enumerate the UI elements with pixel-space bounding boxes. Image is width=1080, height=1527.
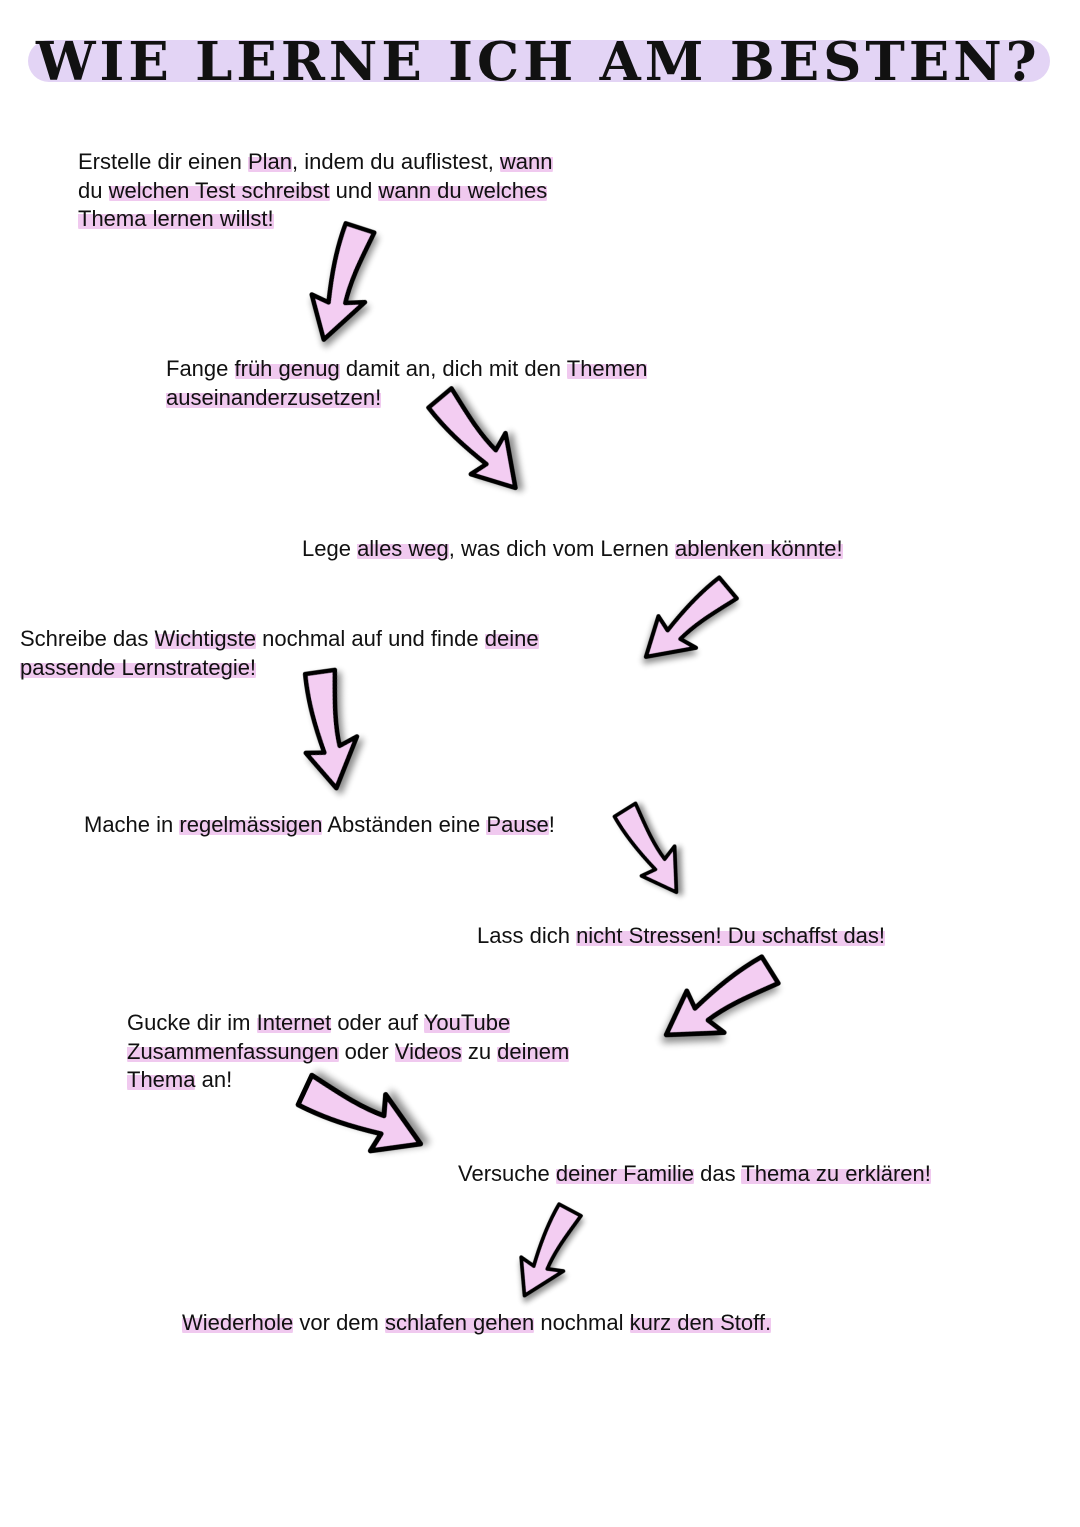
curved-arrow-icon-7 — [293, 1063, 433, 1169]
highlighted-text: Thema lernen willst! — [78, 206, 274, 231]
step-text: Gucke dir im — [127, 1010, 257, 1035]
step-text: oder auf — [331, 1010, 424, 1035]
step-text: vor dem — [293, 1310, 385, 1335]
step-text: Schreibe das — [20, 626, 155, 651]
highlighted-text: Pause — [486, 812, 549, 837]
step-text: ! — [548, 812, 555, 837]
step-text: , was dich vom Lernen — [448, 536, 676, 561]
step-text: , indem du auflistest, — [292, 149, 500, 174]
step-text: Lass dich — [477, 923, 577, 948]
highlighted-text: kurz den Stoff. — [629, 1310, 772, 1335]
arrow-shape — [631, 570, 744, 676]
arrow-shape — [421, 380, 537, 504]
highlighted-text: deiner Familie — [555, 1161, 695, 1186]
highlighted-text: passende Lernstrategie! — [20, 654, 257, 680]
arrow-shape — [293, 1063, 433, 1169]
step-text: Erstelle dir einen — [78, 149, 248, 174]
highlighted-text: regelmässigen — [179, 812, 323, 837]
highlighted-text: auseinanderzusetzen! — [166, 384, 382, 410]
curved-arrow-icon-5 — [607, 798, 695, 903]
highlighted-text: Internet — [256, 1010, 332, 1035]
curved-arrow-icon-4 — [295, 668, 364, 792]
highlighted-text: deine — [484, 626, 539, 651]
arrow-shape — [607, 798, 695, 903]
highlighted-text: schlafen gehen — [384, 1310, 535, 1335]
step-text: damit an, dich mit den — [339, 356, 567, 381]
highlighted-text: wann du welches — [378, 177, 548, 203]
step-text: Versuche — [458, 1161, 556, 1186]
highlighted-text: Wichtigste — [154, 626, 257, 651]
highlighted-text: deinem — [497, 1038, 570, 1064]
step-text: zu — [461, 1038, 498, 1064]
step-text: nochmal — [534, 1310, 630, 1335]
arrow-shape — [652, 948, 785, 1060]
curved-arrow-icon-1 — [300, 220, 387, 348]
step-text: und — [329, 177, 379, 203]
arrow-shape — [300, 220, 387, 348]
highlighted-text: Zusammenfassungen — [127, 1038, 339, 1064]
highlighted-text: Wiederhole — [182, 1310, 294, 1335]
step-text: Mache in — [84, 812, 180, 837]
highlighted-text: alles weg — [357, 536, 449, 561]
step-text: oder — [338, 1038, 395, 1064]
highlighted-text: YouTube — [423, 1010, 511, 1035]
step-text: du — [78, 177, 103, 203]
highlighted-text: welchen Test schreibst — [108, 177, 330, 203]
highlighted-text: Themen — [566, 356, 648, 381]
highlighted-text: Plan — [247, 149, 293, 174]
curved-arrow-icon-8 — [506, 1200, 590, 1306]
arrow-shape — [506, 1200, 590, 1306]
curved-arrow-icon-3 — [631, 570, 744, 676]
highlighted-text: Thema — [127, 1067, 196, 1092]
step-text: das — [694, 1161, 742, 1186]
curved-arrow-icon-6 — [652, 948, 785, 1060]
highlighted-text: Thema zu erklären! — [741, 1161, 931, 1186]
step-text: an! — [195, 1067, 233, 1092]
step-text: nochmal auf und finde — [256, 626, 485, 651]
highlighted-text: früh genug — [234, 356, 340, 381]
step-text: Fange — [166, 356, 235, 381]
step-text: Lege — [302, 536, 358, 561]
step-text: Abständen eine — [322, 812, 487, 837]
highlighted-text: nicht Stressen! Du schaffst das! — [576, 923, 886, 948]
curved-arrow-icon-2 — [421, 380, 537, 504]
highlighted-text: wann — [499, 149, 553, 174]
highlighted-text: ablenken könnte! — [675, 536, 843, 561]
arrow-shape — [295, 668, 364, 792]
page-title: WIE LERNE ICH AM BESTEN? — [36, 31, 1041, 93]
highlighted-text: Videos — [394, 1038, 462, 1064]
